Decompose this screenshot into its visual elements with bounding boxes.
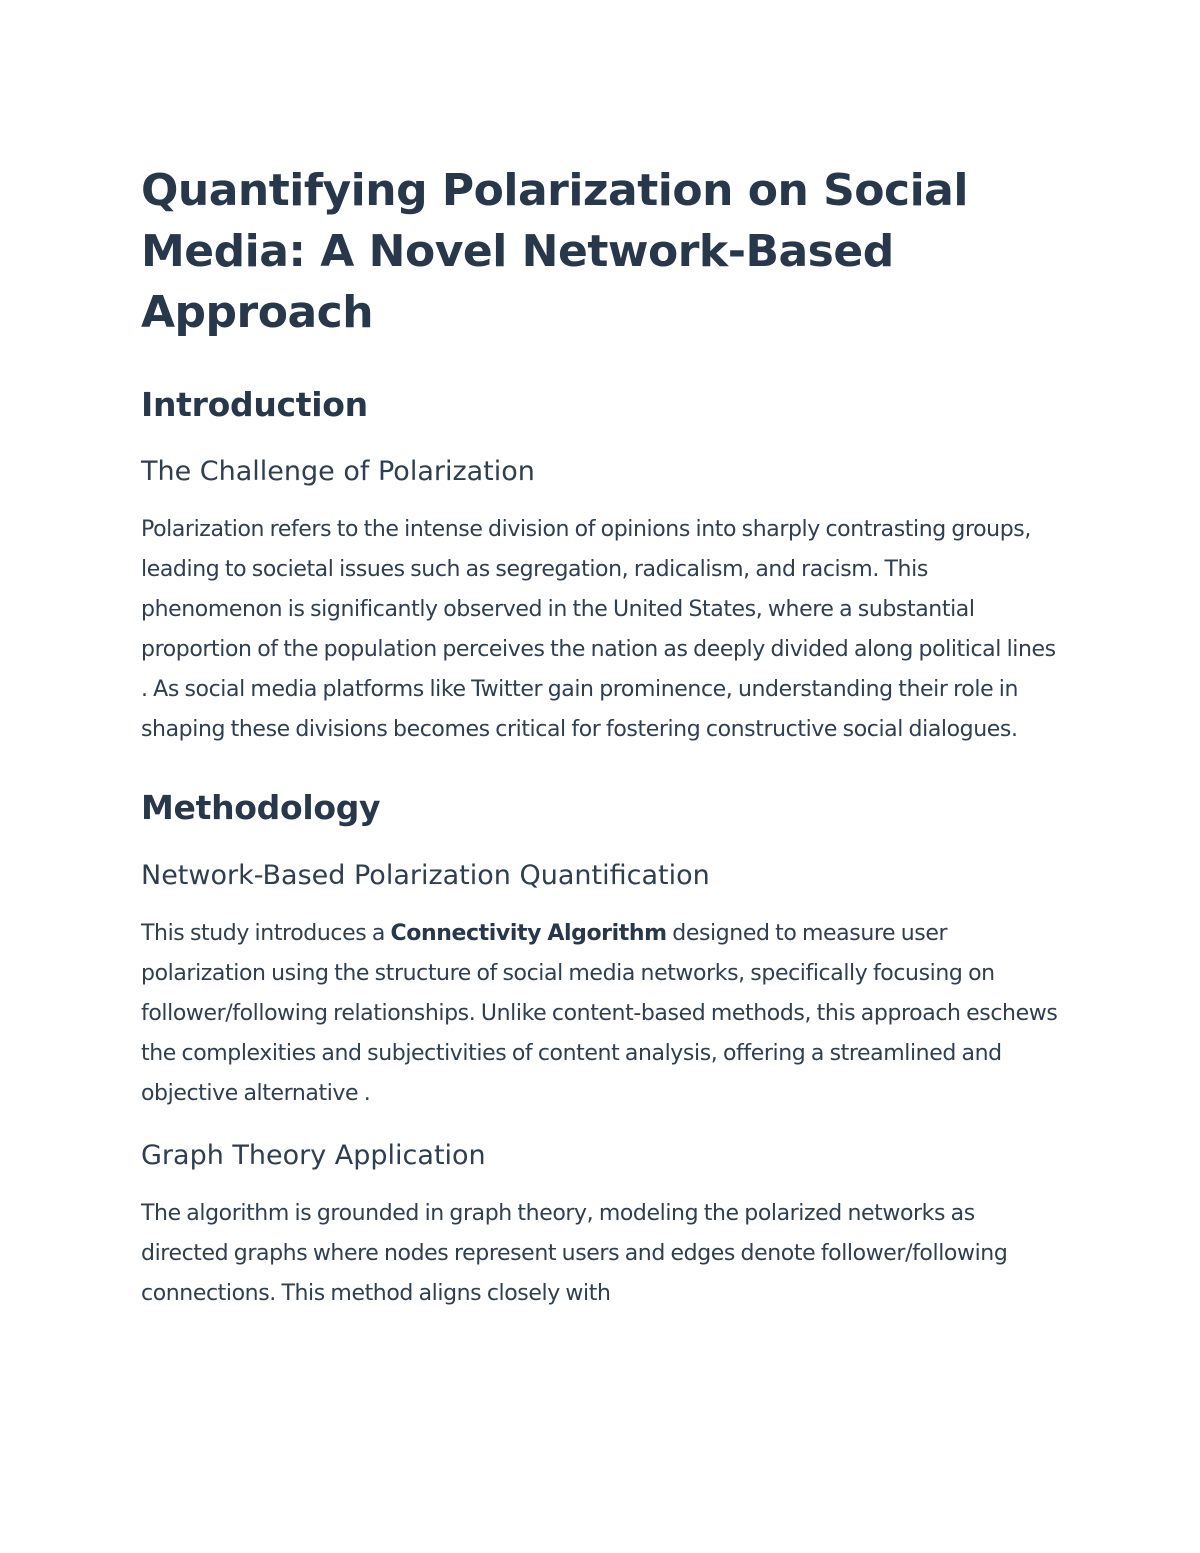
connectivity-algorithm-term: Connectivity Algorithm xyxy=(390,921,667,946)
document-title: Quantifying Polarization on Social Media: A Novel Network-Based Approach xyxy=(141,165,968,338)
paragraph-network-rest: designed to measure user polarization using the structure of social media networks, specifically focusing on follower/following relationships. Unlike content-based methods, this approach eschews the complexities and subjectivities of content analysis, offering a streamlined and objective alternative . xyxy=(141,921,1058,1106)
subsection-heading-network: Network-Based Polarization Quantification xyxy=(141,860,710,891)
paragraph-graph-theory: The algorithm is grounded in graph theory, modeling the polarized networks as directed graphs where nodes represent users and edges denote follower/following connections. This method aligns closely with xyxy=(141,1201,1008,1306)
section-heading-methodology: Methodology xyxy=(141,788,381,827)
document-page xyxy=(141,160,1061,1314)
paragraph-network xyxy=(141,914,1061,1114)
subsection-heading-challenge: The Challenge of Polarization xyxy=(141,456,535,487)
paragraph-challenge: Polarization refers to the intense division of opinions into sharply contrasting groups, leading to societal issues such as segregation, radicalism, and racism. This phenomenon is significantly observed in the United States, where a substantial proportion of the population perceives the nation as deeply divided along political lines . As social media platforms like Twitter gain prominence, understanding their role in shaping these divisions becomes critical for fostering constructive social dialogues. xyxy=(141,517,1056,742)
paragraph-network-lead: This study introduces a xyxy=(141,921,391,946)
subsection-heading-graph-theory: Graph Theory Application xyxy=(141,1140,486,1171)
section-heading-introduction: Introduction xyxy=(141,385,368,424)
